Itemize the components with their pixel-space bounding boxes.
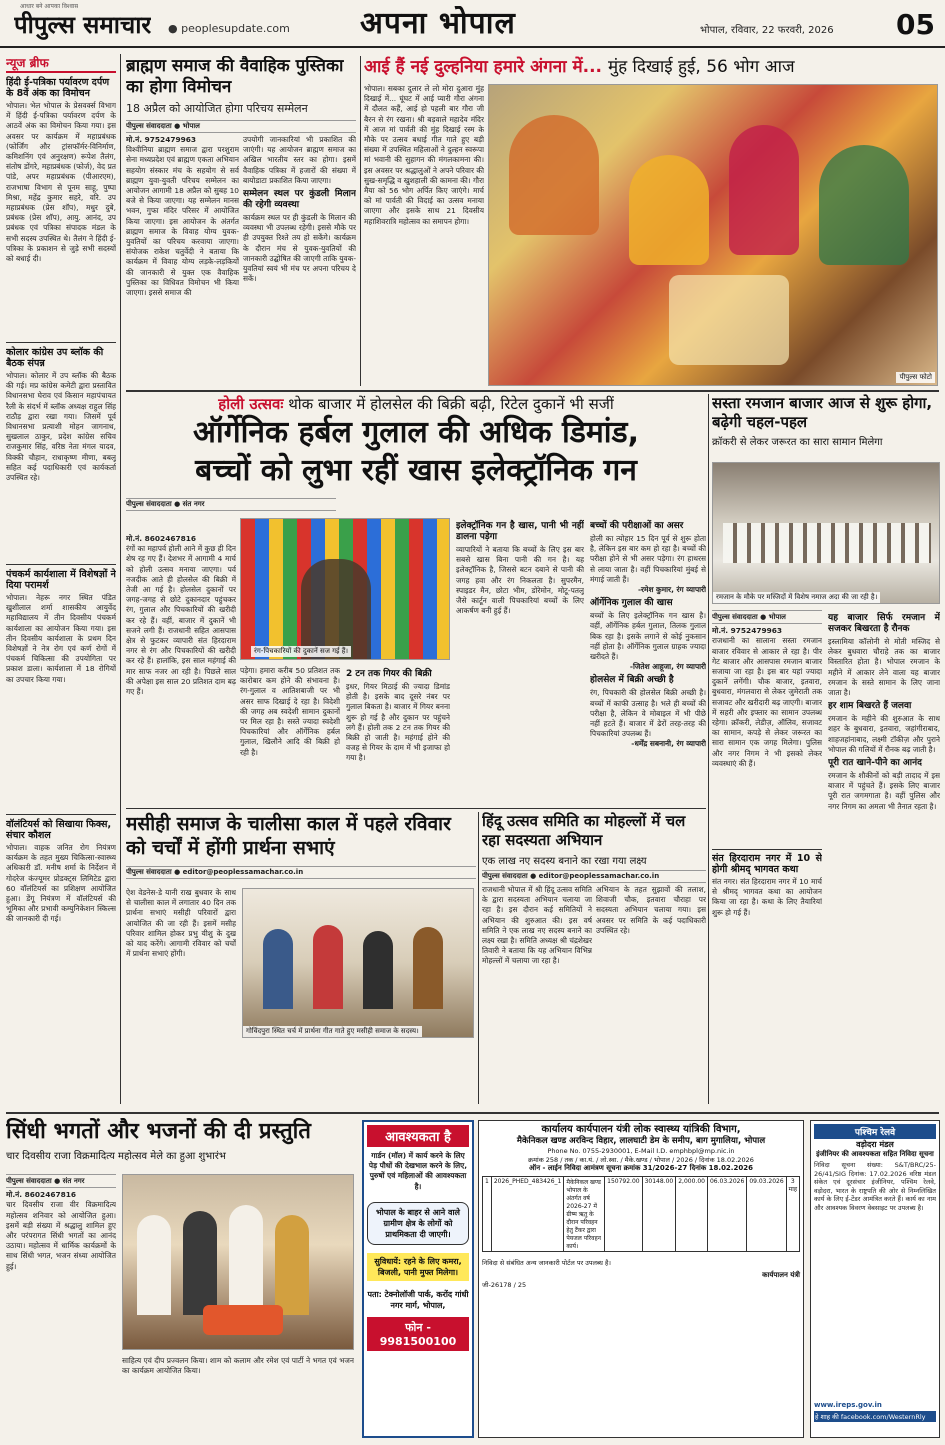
photo-story-text: भोपाल। सबका दुलार ले लो मोरा दुआरा मुंह दिखाई में... घूंघट में आई प्यारी गौरा अंगना में दौलत कहैं, आई हो पहली बार गौरा जी बैरन से रंग रखना। श्री बड़वाले महादेव मंदिर में आज मां पार्वती की मुंह दिखाई रस्म के मौके पर उत्सव बधाई गीत गाते हुए बड़ी संख्या में उपस्थित महिलाओं ने दुल्हन स्वरूपा मां भवानी की सुहागन की मंगलकामना की। इस अवसर पर श्रद्धालुओं ने अपने परिवार की सुख-समृद्धि व खुशहाली की कामना की। गौरा मैया को 56 भोग अर्पित किए जाएंगे। मार्च को मां पार्वती की विदाई का उत्सव मनाया जाएगा और इसके साथ 21 दिवसीय महाशिवरात्रि महोत्सव का समापन होगा। — [364, 84, 484, 226]
tender-signatory: कार्यपालन यंत्री — [762, 1271, 800, 1279]
brief-item-text: भोपाल। भेल भोपाल के प्रेसवर्क्स विभाग में हिंदी ई-पत्रिका पर्यावरण दर्पण के आठवें अंक का विमोचन किया गया। इस अवसर पर कार्यक्रम में महाप्रबंधक (फोर्जिंग और ट्रांसफॉर्मर-विनिर्माण, कमिशनिंग एवं अनुरक्षण) रूपेश तैलंग, संतोष डोंगरे, महाप्रबंधक (फोर्ज), वेद प्रत पांडे, अपर महाप्रबंधक (पीआरएम), राजभाषा विभाग से पूनम साहू, पुष्पा मिश्रा, महेंद्र कुमार सहरे, वरि. उप महाप्रबंधक (प्रेस शॉप), मधुर दुबे, प्रबंधक (प्रेस शॉप), आयु. आनंद, उप प्रबंधक एवं पत्रिका संपादक मंडल के सभी सदस्य उपस्थित थे। तैलंग ने हिंदी ई-पत्रिका के प्रकाशन से जुड़े सभी सदस्यों को बधाई दी। — [6, 101, 116, 264]
ad-facility: सुविधायें: रहने के लिए कमरा, बिजली, पानी मुफ्त मिलेगा। — [367, 1253, 469, 1281]
brief-item-title: हिंदी ई-पत्रिका पर्यावरण दर्पण के 8वें अंक का विमोचन — [6, 77, 110, 99]
column-rule — [708, 394, 709, 1104]
tender-phone: Phone No. 0755-2930001, E-Mail I.D. emphbpl@mp.nic.in — [547, 1147, 735, 1155]
hindu-samiti-story — [482, 812, 706, 1107]
story-byline: पीपुल्स संवाददाता ● संत नगर — [126, 498, 336, 511]
contact-number: मो.नं. 8602467816 — [126, 534, 197, 543]
table-cell: 2026_PHED_483426_1 — [491, 1177, 564, 1252]
railway-head: पश्चिम रेलवे — [814, 1124, 936, 1139]
column-rule — [478, 812, 479, 1104]
story-text: पड़ेगा। हमारा करीब 50 प्रतिशत तक कारोबार कम होने की संभावना है। रंग-गुलाल व आतिशबाजी पर भी असर साफ दिखाई दे रहा है। विदेशी की जगह अब स्वदेशी सामान दुकानों पर मिल रहा है। सस्ते ज्यादा स्वदेशी पिचकारियां और ऑर्गेनिक हर्बल गुलाल, खिलौने आदि की बिक्री हो रही है। — [240, 666, 340, 757]
photo-story-headline: आई हैं नई दुल्हनिया हमारे अंगना में... मुंह दिखाई हुई, 56 भोग आज — [364, 57, 795, 77]
story-byline: पीपुल्स संवाददाता ● editor@peoplessamachar.co.in — [482, 870, 706, 883]
ramzan-story — [712, 394, 940, 1114]
hindu-deck: एक लाख नए सदस्य बनाने का रखा गया लक्ष्य — [482, 856, 647, 867]
holi-shop-photo — [240, 518, 450, 660]
story-text: उपयोगी जानकारियां भी प्रकाशित की जाएंगी। यह आयोजन ब्राह्मण समाज का अखिल भारतीय स्तर का होगा। इसमें वैवाहिक पत्रिका में हजारों की संख्या में बायोडाटा प्रकाशित किया जाएगा। — [243, 135, 356, 185]
story-text: संत नगर। संत हिरदाराम नगर में 10 मार्च से श्रीमद् भागवत कथा का आयोजन किया जा रहा है। कथा के लिए तैयारियां शुरू हो गई हैं। — [712, 877, 822, 917]
story-byline: पीपुल्स संवाददाता ● भोपाल — [126, 120, 356, 133]
table-cell: 09.03.2026 — [747, 1177, 786, 1252]
paper-logo: पीपुल्स समाचार — [14, 11, 152, 39]
brief-item-title: पंचकर्म कार्यशाला में विशेषज्ञों ने दिया परामर्श — [6, 564, 116, 591]
page-number: 05 — [896, 8, 935, 41]
photo-story — [364, 56, 939, 388]
ad-phone[interactable]: फोन - 9981500100 — [367, 1317, 469, 1351]
contact-number: मो.नं. 9752479963 — [126, 135, 197, 144]
issue-date: भोपाल, रविवार, 22 फरवरी, 2026 — [700, 25, 834, 36]
story-subhead: सम्मेलन स्थल पर कुंडली मिलान की रहेगी व्यवस्था — [243, 189, 356, 211]
story-subhead: बच्चों की परीक्षाओं का असर — [590, 521, 684, 531]
quote-attribution: -रमेश कुमार, रंग व्यापारी — [637, 585, 706, 595]
story-subhead: संत हिरदाराम नगर में 10 से होगी श्रीमद् भागवत कथा — [712, 849, 822, 875]
tender-footer: निविदा से संबंधित अन्य जानकारी पोर्टल पर उपलब्ध है। — [482, 1259, 611, 1267]
story-text: रंग, पिचकारी की होलसेल बिक्री अच्छी है। बच्चों में काफी उत्साह है। भले ही बच्चों की परीक्षा है, लेकिन वे मोबाइल में भी पीछे नहीं हटते हैं। बाजार में ढेरों तरह-तरह की पिचकारियां उपलब्ध हैं। — [590, 688, 706, 739]
column-rule — [120, 54, 121, 1104]
tender-table — [482, 1176, 800, 1252]
ramzan-deck: क्रॉकरी से लेकर जरूरत का सारा सामान मिलेगा — [712, 437, 883, 448]
table-row — [483, 1177, 800, 1252]
brief-item-text: भोपाल। वाहक जनित रोग नियंत्रण कार्यक्रम के तहत मुख्य चिकित्सा-स्वास्थ्य अधिकारी डॉ. मनीष शर्मा के निर्देशन में गोदरेज कंज्यूमर प्रोडक्ट्स लिमिटेड द्वारा 60 वॉलंटियर्स का प्रशिक्षण आयोजित हुआ। डेंगू नियंत्रण में वॉलंटियर्स की भूमिका और प्रभावी कम्युनिकेशन स्किल्स की जानकारी दी गई। — [6, 843, 116, 924]
table-cell: 3 माह — [786, 1177, 799, 1252]
contact-number: मो.नं. 8602467816 — [6, 1190, 77, 1200]
story-text: इस्लामिया कॉलोनी से मोती मस्जिद से लेकर बुधवारा चौराहे तक का बाजार विस्तारित होता है। भोपाल रमजान के महीने में आकार लेने वाला यह बाजार रमजान के सस्ते सामान के लिए जाना जाता है। — [828, 637, 940, 698]
brief-item-title: वॉलंटियर्स को सिखाया फिक्स, संचार कौशल — [6, 814, 116, 841]
table-cell: 06.03.2026 — [707, 1177, 746, 1252]
sindhi-event-photo — [122, 1174, 354, 1350]
hindu-headline: हिंदू उत्सव समिति का मोहल्लों में चल रहा सदस्यता अभियान — [482, 812, 686, 849]
column-rule — [360, 56, 361, 386]
photo-credit: पीपुल्स फोटो — [896, 372, 935, 383]
wedding-ritual-photo — [488, 84, 938, 386]
story-subhead: होलसेल में बिक्री अच्छी है — [590, 675, 674, 686]
section-divider — [6, 1112, 939, 1114]
story-text: इधर, गियर मिठाई की ज्यादा डिमांड होती है। इसके बाद दूसरे नंबर पर गुलाल बिकता है। बाजार में गियर बनना शुरू हो गई है और दुकान पर पहुंचने लगे हैं। होली तक 2 टन तक गियर की बिक्री हो जाती है। महंगाई होने की वजह से गियर के दाम में भी इजाफा हो गया है। — [346, 682, 450, 763]
holi-headline: ऑर्गेनिक हर्बल गुलाल की अधिक डिमांड, — [193, 415, 639, 450]
section-divider — [126, 808, 706, 809]
story-subhead: पूरी रात खाने-पीने का आनंद — [828, 758, 922, 769]
church-prayer-photo — [242, 888, 474, 1038]
masihi-story — [126, 812, 476, 1107]
story-text: व्यापारियों ने बताया कि बच्चों के लिए इस बार सबसे खास बिना पानी की गन है। यह इलेक्ट्रॉनिक है, जिससे बटन दबाने से पानी की जगह हवा और रंग निकलता है। सुपरमैन, स्पाइडर मैन, छोटा भीम, डोरेमोन, मोटू-पतलू जैसे कार्टून वाली पिचकारियां बच्चों के लिए आकर्षण बनी हुई हैं। — [456, 545, 584, 616]
story-subhead: ऑर्गेनिक गुलाल की खास — [590, 598, 673, 609]
railway-website[interactable]: www.ireps.gov.in — [814, 1401, 882, 1409]
tender-title-2: मैकेनिकल खण्ड अरविन्द विहार, लालघाटी डेम के समीप, बाग मुगालिया, भोपाल — [516, 1136, 766, 1146]
photo-caption: रंग-पिचकारियों की दुकानें सज गई हैं। — [251, 646, 351, 657]
sindhi-headline: सिंधी भगतों और भजनों की दी प्रस्तुति — [6, 1119, 311, 1144]
holi-kicker: होली उत्सवः थोक बाजार में होलसेल की बिक्री बढ़ी, रिटेल दुकानें भी सजीं — [218, 395, 614, 413]
story-subhead: हर शाम बिखरते हैं जलवा — [828, 701, 912, 712]
table-cell: 30148.00 — [642, 1177, 676, 1252]
brief-item-text: भोपाल। नेहरू नगर स्थित पंडित खुशीलाल शर्मा शासकीय आयुर्वेद महाविद्यालय में तीन दिवसीय पंचकर्म कार्यशाला का आयोजन किया गया। इस तीन दिवसीय कार्यशाला के प्रथम दिन विशेषज्ञों ने नेत्र रोग एवं कर्ण रोगों में पंचकर्म चिकित्सा की उपयोगिता पर प्रकाश डाला। कार्यशाला में 18 रोगियों का उपचार किया गया। — [6, 593, 116, 684]
story-text: बच्चों के लिए इलेक्ट्रॉनिक गन खास है। वहीं, ऑर्गेनिक हर्बल गुलाल, तिलक गुलाल बिक रहा है। इसके लगाने से कोई नुकसान नहीं होता है। ऑर्गेनिक गुलाल ग्राहक ज्यादा खरीदते हैं। — [590, 611, 706, 662]
website-link[interactable]: ● peoplesupdate.com — [168, 22, 290, 35]
ad-heading: आवश्यकता है — [367, 1125, 469, 1147]
story-subhead: इलेक्ट्रॉनिक गन है खास, पानी भी नहीं डालना पड़ेगा — [456, 521, 584, 542]
story-text: रमजान के महीने की शुरुआत के साथ शहर के बुधवारा, इतवारा, जहांगीराबाद, शाहजहांनाबाद, लक्ष्मी टॉकीज़ और पुराने भोपाल की गलियों में रौनक बढ़ जाती है। — [828, 714, 940, 754]
ad-address: पता: टेक्नोलॉजी पार्क, करोंद गांधी नगर मार्ग, भोपाल, — [367, 1289, 469, 1310]
ad-text: गार्डन (मॉल) में कार्य करने के लिए पेड़ पौधों की देखभाल करने के लिए, पुरुषों एवं महिलाओं की आवश्यकता है। — [368, 1151, 468, 1191]
story-text: कार्यक्रम स्थल पर ही कुंडली के मिलान की व्यवस्था भी उपलब्ध रहेगी। इससे मौके पर ही उपयुक्त रिश्ते तय हो सकेंगे। कार्यक्रम के दौरान मंच से युवक-युवतियों की जानकारी उद्घोषित की जाएगी ताकि युवक-युवतियां स्वयं भी मंच पर अपना परिचय दे सकें। — [243, 213, 356, 284]
tender-notice — [478, 1120, 804, 1438]
story-text: रंगों का महापर्व होली आने में कुछ ही दिन शेष रह गए हैं। देशभर में आगामी 4 मार्च को होली उत्सव मनाया जाएगा। पर्व नजदीक आते ही होलसेल की बिक्री में तेजी आ गई है। होलसेल दुकानों पर जगह-जगह से छोटे दुकानदार पहुंचकर रंग, गुलाल और पिचकारियों की खरीदी कर रहे हैं। वहीं, बाजार में दुकानें भी सजने लगी हैं। राजधानी सहित आसपास क्षेत्र से फुटकर व्यापारी संत हिरदाराम नगर से रंग और पिचकारियों की खरीदी कर रहे हैं। हालांकि, इस साल महंगाई की मार साफ नजर आ रही है। पिछले साल की अपेक्षा इस साल 20 प्रतिशत दाम बढ़ गए हैं। — [126, 544, 236, 697]
tender-notice-number: ऑन - लाईन निविदा आमंत्रण सूचना क्रमांक 31/2026-27 दिनांक 18.02.2026 — [529, 1164, 753, 1172]
namaz-photo — [712, 462, 940, 604]
story-text: राजधानी का सालाना सस्ता रमजान बाजार रविवार से आकार ले रहा है। पीर गेट बाजार और आसपास रमजान बाजार सजाया जा रहा है। इस बार यहां ज्यादा दुकानें लगेंगी। चौक बाजार, इतवारा, बुधवारा, मंगलवारा से लेकर जुमेराती तक सजावट और खरीदारी बढ़ जाएगी। बाजार में सहरी और इफ्तार का सामान उपलब्ध रहेगा। क्रॉकरी, लेडीज़, ऑलिव, सजावट का सामान, कपड़े से लेकर जरूरत का सारा सामान एक जगह मिलेगा। पुलिस और नगर निगम ने भी इसको लेकर व्यवस्थाएं की हैं। — [712, 636, 822, 768]
brief-item-text: भोपाल। कोलार में उप ब्लॉक की बैठक की गई। मप्र कांग्रेस कमेटी द्वारा प्रस्तावित विधानसभा घेराव एवं किसान महापंचायत रैली के संदर्भ में ब्लॉक अध्यक्ष राहुल सिंह राठौड़ द्वारा रखा गया। जिसमें पूर्व विधानसभा प्रत्याशी मोहन जागनाथ, सुखलाल ठाकुर, प्रदेश कांग्रेस सचिव राजकुमार सिंह, वरिष्ठ नेता मंगल यादव, विक्की चौहान, राधाकृष्ण मीणा, बबलू सहित कई पदाधिकारी एवं कार्यकर्ता उपस्थित रहे। — [6, 371, 116, 483]
railway-division: वड़ोदरा मंडल — [856, 1140, 894, 1149]
story-text: साहित्य एवं दीप प्रज्वलन किया। शाम को कलाम और रमेश एवं पार्टी ने भगत एवं भजन का कार्यक्रम आयोजित किया। — [122, 1356, 354, 1376]
railway-notice — [810, 1120, 940, 1438]
railway-footer: हे शाह की facebook.com/WesternRly — [814, 1411, 936, 1422]
table-cell: 1 — [483, 1177, 492, 1252]
masthead-small-tagline: आधार बने आपका विश्वास — [20, 3, 79, 10]
story-text: चार दिवसीय राजा वीर विक्रमादित्य महोत्सव शनिवार को आयोजित हुआ। इसमें बड़ी संख्या में श्रद्धालु शामिल हुए और परंपरागत सिंधी भगतों का आनंद उठाया। महोत्सव में धार्मिक कार्यक्रमों के साथ सिंधी भगत, भजन संध्या आयोजित हुई। — [6, 1200, 116, 1271]
brief-item-title: कोलार कांग्रेस उप ब्लॉक की बैठक संपन्न — [6, 342, 116, 369]
story-text: विश्वीनिया ब्राह्मण समाज द्वारा परशुराम सेना मध्यप्रदेश एवं ब्राह्मण एकता अभियान सहयोग संस्कार मंच के सहयोग से सर्व ब्राह्मण युवा-युवती परिचय सम्मेलन का आयोजन आगामी 18 अप्रैल को सुबह 10 बजे से किया जाएगा। यह सम्मेलन मानस भवन, गुफा मंदिर परिसर में आयोजित किया जाएगा। इस आयोजन के अंतर्गत ब्राह्मण समाज के विवाह योग्य युवक-युवतियों का परिचय करवाया जाएगा। संयोजक राकेश चतुर्वेदी ने बताया कि कार्यक्रम में विवाह योग्य लड़के-लड़कियों की जानकारी से युक्त एक वैवाहिक पुस्तिका का विधिवत विमोचन भी किया जाएगा। इससे समाज की — [126, 145, 239, 298]
tender-jeo: जी-26178 / 25 — [482, 1281, 527, 1289]
table-cell: 2,000.00 — [676, 1177, 708, 1252]
quote-attribution: -जितेश आहूजा, रंग व्यापारी — [629, 662, 706, 672]
section-title: अपना भोपाल — [360, 6, 516, 41]
table-cell: 150792.00 — [605, 1177, 642, 1252]
sindhi-deck: चार दिवसीय राजा विक्रमादित्य महोत्सव मेले का हुआ शुभारंभ — [6, 1151, 226, 1162]
masihi-headline: मसीही समाज के चालीसा काल में पहले रविवार को चर्चों में होंगी प्रार्थना सभाएं — [126, 813, 451, 859]
story-deck: 18 अप्रैल को आयोजित होगा परिचय सम्मेलन — [126, 102, 308, 115]
ramzan-headline: सस्ता रमजान बाजार आज से शुरू होगा, बढ़ेगी चहल-पहल — [712, 394, 933, 431]
news-brief-label: न्यूज ब्रीफ — [6, 54, 116, 73]
story-text: रमजान के शौकीनों को बड़ी तादाद में इस बाजार में पहुंचते हैं। इसके लिए बाजार पूरी रात जगमगाता है। वहीं पुलिस और नगर निगम का अमला भी तैनात रहता है। — [828, 771, 940, 811]
story-byline: पीपुल्स संवाददाता ● editor@peoplessamachar.co.in — [126, 866, 476, 879]
table-cell: मैकेनिकल खण्ड भोपाल के अंतर्गत वर्ष 2026-27 में ग्रीष्म ऋतु के दौरान परिवहन हेतु टैंकर द्वारा पेयजल परिवहन कार्य। — [564, 1177, 605, 1252]
story-text: होली का त्योहार 15 दिन पूर्व से शुरू होता है, लेकिन इस बार कम हो रहा है। बच्चों की परीक्षा होने से भी असर पड़ेगा। रंग हाथरस से लाया जाता है। वहीं पिचकारियां मुंबई से मंगाई जाती हैं। — [590, 534, 706, 584]
section-divider — [126, 390, 939, 392]
story-subhead: 2 टन तक गियर की बिक्री — [346, 669, 432, 679]
news-brief-column — [6, 54, 116, 1104]
brahman-story — [126, 56, 356, 386]
ad-priority-box: भोपाल के बाहर से आने वाले ग्रामीण क्षेत्र के लोगों को प्राथमिकता दी जाएगी। — [367, 1202, 469, 1245]
wanted-ad — [362, 1120, 474, 1438]
holi-story — [126, 394, 706, 804]
tender-ref: क्रमांक 258 / तक / का.यं. / लो.स्वा. / मैके.खण्ड / भोपाल / 2026 / दिनांक 18.02.2026 — [528, 1156, 754, 1164]
story-byline: पीपुल्स संवाददाता ● संत नगर — [6, 1174, 116, 1188]
story-text: ऐश वेडनेस-डे यानी राख बुधवार के साथ से चालीसा काल में लगातार 40 दिन तक प्रार्थना सभाएं मसीही परिवारों द्वारा आयोजित की जा रही हैं। इसमें मसीह परिवार शामिल होकर प्रभु यीशु के दुख को याद करेंगे। आगामी रविवार को चर्चों में प्रार्थना सभाएं होंगी। — [126, 888, 236, 959]
story-text: राजधानी भोपाल में श्री हिंदू उत्सव समिति के द्वारा सदस्यता अभियान चलाया जा रहा है। इस दौरान कई समितियों ने अभियान की शुरुआत की। इस वर्ष समिति ने एक लाख नए सदस्य बनाने का लक्ष्य रखा है। समिति अध्यक्ष श्री चंद्रशेखर तिवारी ने बताया कि यह अभियान विभिन्न मोहल्लों में चलाया जा रहा है। — [482, 885, 592, 966]
photo-caption: गोविंदपुरा स्थित चर्च में प्रार्थना गीत गाते हुए मसीही समाज के सदस्य। — [243, 1026, 422, 1037]
photo-caption: रमजान के मौके पर मस्जिदों में विशेष नमाज अदा की जा रही है। — [713, 592, 880, 603]
story-subhead: यह बाजार सिर्फ रमजान में सजकर बिखरता है रौनक — [828, 613, 940, 634]
holi-headline: बच्चों को लुभा रहीं खास इलेक्ट्रॉनिक गन — [195, 453, 637, 488]
masthead — [0, 0, 945, 48]
quote-attribution: -धर्मेंद्र सबनानी, रंग व्यापारी — [631, 739, 706, 749]
contact-number: मो.नं. 9752479963 — [712, 626, 783, 636]
sindhi-story — [6, 1118, 356, 1440]
tender-title: कार्यालय कार्यपालन यंत्री लोक स्वास्थ्य यांत्रिकी विभाग, — [541, 1124, 741, 1135]
story-text: अभियान के तहत सुझावों की तलाश, शिवाजी चौक, इतवारा चौराहा पर सदस्यता अभियान चलाया गया। इस अवसर पर समिति के कई पदाधिकारी उपस्थित रहे। — [596, 885, 706, 935]
story-headline: ब्राह्मण समाज की वैवाहिक पुस्तिका का होगा विमोचन — [126, 56, 344, 97]
railway-title: इंजीनियर की आवश्यकता सहित निविदा सूचना — [816, 1150, 934, 1158]
story-byline: पीपुल्स संवाददाता ● भोपाल — [712, 610, 822, 624]
railway-text: निविदा सूचना संख्या: S&T/BRC/25-26/41/SIG दिनांक: 17.02.2026 वरिष्ठ मंडल संकेत एवं दूरसंचार इंजीनियर, पश्चिम रेलवे, वड़ोदरा, भारत के राष्ट्रपति की ओर से निम्नलिखित कार्य के लिए ई-टेंडर आमंत्रित करते हैं। कार्य का नाम और आवश्यक विवरण वेबसाइट पर उपलब्ध है। — [814, 1161, 936, 1212]
